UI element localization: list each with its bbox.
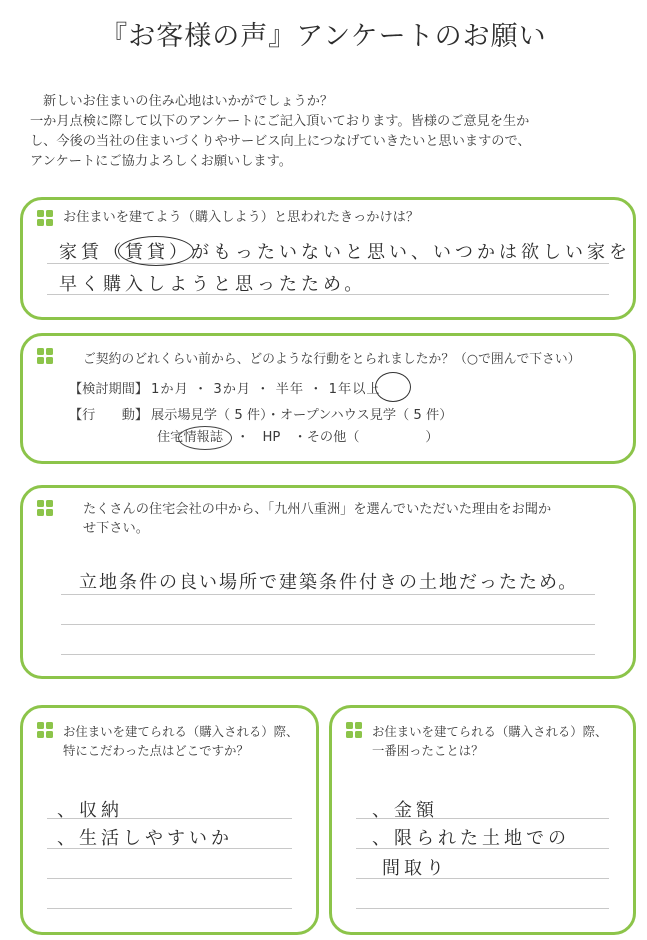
answer-line — [356, 848, 609, 849]
intro-line: 一か月点検に際して以下のアンケートにご記入頂いております。皆様のご意見を生か — [30, 114, 530, 129]
question-text — [372, 722, 607, 760]
question-box-2 — [20, 333, 636, 464]
intro-line: 新しいお住まいの住み心地はいかがでしょうか？ — [43, 94, 334, 109]
question-line: お住まいを建てられる（購入される）際、 — [372, 724, 608, 739]
handwritten-circle — [178, 426, 232, 450]
handwritten-answer: 、限られた土地での — [372, 828, 570, 849]
answer-line — [47, 848, 292, 849]
answer-line — [61, 654, 595, 655]
question-box-4 — [20, 705, 319, 935]
question-text: ご契約のどれくらい前から、どのような行動をとられましたか？（○で囲んで下さい） — [83, 352, 581, 367]
question-box-5 — [329, 705, 636, 935]
page-title: 『お客様の声』アンケートのお願い — [100, 21, 547, 52]
handwritten-answer: 立地条件の良い場所で建築条件付きの土地だったため。 — [79, 572, 579, 593]
period-label: 【検討期間】 — [69, 382, 149, 397]
intro-line: し、今後の当社の住まいづくりやサービス向上につなげていきたいと思いますので、 — [30, 134, 531, 149]
period-options: 1か月 ・ 3か月 ・ 半年 ・ 1年以上 — [151, 382, 381, 397]
action-label: 【行 動】 — [69, 408, 149, 423]
handwritten-answer: 家賃（賃貸）がもったいないと思い、いつかは欲しい家を — [59, 242, 631, 263]
handwritten-answer: 、金額 — [372, 800, 438, 821]
question-box-3 — [20, 485, 636, 679]
handwritten-answer: 、生活しやすいか — [57, 828, 233, 849]
question-line: たくさんの住宅会社の中から、「九州八重洲」を選んでいただいた理由をお聞か — [83, 502, 552, 517]
handwritten-circle — [118, 236, 194, 266]
intro-line: アンケートにご協力よろしくお願いします。 — [30, 154, 292, 169]
action-options: 展示場見学（ 5 件）・オープンハウス見学（ 5 件） — [151, 408, 453, 423]
handwritten-answer: 、収納 — [57, 800, 123, 821]
answer-line — [61, 624, 595, 625]
intro-text — [30, 92, 630, 172]
answer-line — [47, 908, 292, 909]
handwritten-answer: 早く購入しようと思ったため。 — [59, 274, 367, 295]
question-line: 特にこだわった点はどこですか？ — [63, 743, 249, 758]
question-text: お住まいを建てよう（購入しよう）と思われたきっかけは？ — [63, 210, 420, 225]
question-box-1 — [20, 197, 636, 320]
question-line: お住まいを建てられる（購入される）際、 — [63, 724, 299, 739]
answer-line — [356, 908, 609, 909]
handwritten-answer: 間取り — [382, 858, 448, 879]
question-text — [83, 500, 551, 538]
handwritten-circle — [375, 372, 411, 402]
answer-line — [356, 878, 609, 879]
answer-line — [47, 878, 292, 879]
action-options: 住宅情報誌 ・ HP ・その他（ ） — [157, 430, 439, 445]
question-line: せ下さい。 — [83, 521, 149, 536]
question-line: 一番困ったことは？ — [372, 743, 484, 758]
question-text — [63, 722, 298, 760]
answer-line — [61, 594, 595, 595]
answer-line — [47, 818, 292, 819]
answer-line — [356, 818, 609, 819]
